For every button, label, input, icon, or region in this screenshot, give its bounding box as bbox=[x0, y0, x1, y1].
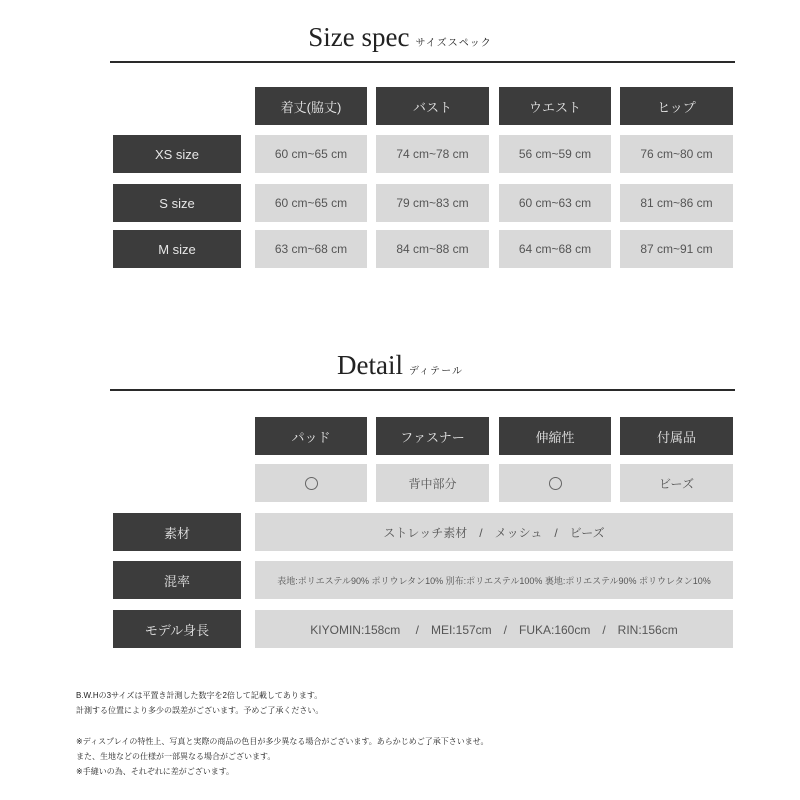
size-row-label: XS size bbox=[113, 135, 241, 173]
note-line: また、生地などの仕様が一部異なる場合がございます。 bbox=[76, 752, 276, 761]
size-value-cell: 81 cm~86 cm bbox=[620, 184, 733, 222]
model-height-value: KIYOMIN:158cm / MEI:157cm / FUKA:160cm / RIN:156cm bbox=[255, 610, 733, 648]
circle-mark-icon bbox=[305, 477, 318, 490]
size-spec-title: Size spec bbox=[308, 22, 410, 52]
size-value-cell: 64 cm~68 cm bbox=[499, 230, 611, 268]
detail-col-header: パッド bbox=[255, 417, 367, 455]
size-value-cell: 79 cm~83 cm bbox=[376, 184, 489, 222]
detail-col-header: ファスナー bbox=[376, 417, 489, 455]
size-spec-heading bbox=[0, 22, 800, 53]
size-value-cell: 56 cm~59 cm bbox=[499, 135, 611, 173]
detail-value-cell: 背中部分 bbox=[376, 464, 489, 502]
note-line: B.W.Hの3サイズは平置き計測した数字を2倍して記載してあります。 bbox=[76, 691, 323, 700]
size-value-cell: 76 cm~80 cm bbox=[620, 135, 733, 173]
size-value-cell: 87 cm~91 cm bbox=[620, 230, 733, 268]
size-row-label: S size bbox=[113, 184, 241, 222]
note-line: ※手縫いの為、それぞれに差がございます。 bbox=[76, 767, 235, 776]
size-value-cell: 63 cm~68 cm bbox=[255, 230, 367, 268]
detail-value-cell bbox=[499, 464, 611, 502]
circle-mark-icon bbox=[549, 477, 562, 490]
size-spec-divider bbox=[110, 61, 735, 63]
size-value-cell: 60 cm~63 cm bbox=[499, 184, 611, 222]
note-line: 計測する位置により多少の誤差がございます。予めご了承ください。 bbox=[76, 706, 324, 715]
detail-value-cell bbox=[255, 464, 367, 502]
detail-divider bbox=[110, 389, 735, 391]
size-value-cell: 60 cm~65 cm bbox=[255, 184, 367, 222]
detail-subtitle: ディテール bbox=[408, 366, 463, 377]
size-col-header: 着丈(脇丈) bbox=[255, 87, 367, 125]
size-spec-subtitle: サイズスペック bbox=[415, 38, 492, 49]
note-line: ※ディスプレイの特性上、写真と実際の商品の色目が多少異なる場合がございます。あらかじめご了承下さいませ。 bbox=[76, 737, 489, 746]
size-col-header: ヒップ bbox=[620, 87, 733, 125]
detail-heading bbox=[0, 350, 800, 381]
size-col-header: ウエスト bbox=[499, 87, 611, 125]
detail-title: Detail bbox=[337, 350, 403, 380]
size-value-cell: 60 cm~65 cm bbox=[255, 135, 367, 173]
size-value-cell: 74 cm~78 cm bbox=[376, 135, 489, 173]
detail-value-cell: ビーズ bbox=[620, 464, 733, 502]
detail-col-header: 伸縮性 bbox=[499, 417, 611, 455]
size-row-label: M size bbox=[113, 230, 241, 268]
notes-block-2 bbox=[76, 734, 488, 779]
material-label: 素材 bbox=[113, 513, 241, 551]
notes-block-1 bbox=[76, 688, 323, 718]
material-value: ストレッチ素材 / メッシュ / ビーズ bbox=[255, 513, 733, 551]
size-value-cell: 84 cm~88 cm bbox=[376, 230, 489, 268]
blend-value: 表地:ポリエステル90% ポリウレタン10% 別布:ポリエステル100% 裏地:ポリエステル90% ポリウレタン10% bbox=[255, 561, 733, 599]
model-height-label: モデル身長 bbox=[113, 610, 241, 648]
blend-label: 混率 bbox=[113, 561, 241, 599]
size-col-header: バスト bbox=[376, 87, 489, 125]
detail-col-header: 付属品 bbox=[620, 417, 733, 455]
